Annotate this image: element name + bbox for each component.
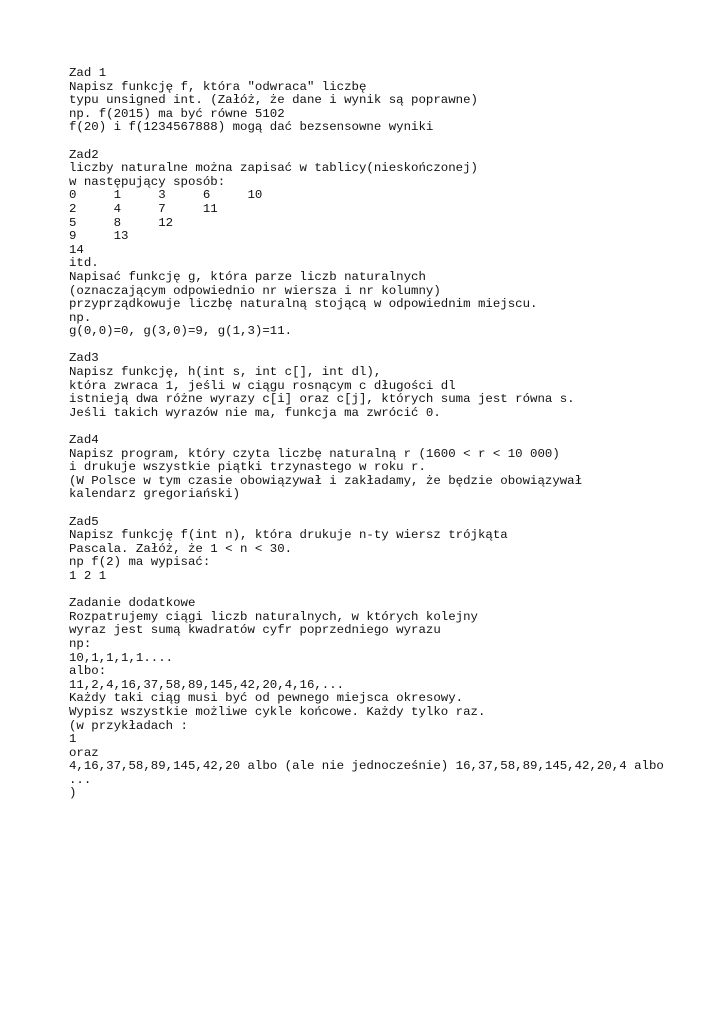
text-line: Napisać funkcję g, która parze liczb naturalnych	[69, 269, 426, 284]
text-line: Napisz funkcję f(int n), która drukuje n-ty wiersz trójkąta	[69, 528, 508, 543]
text-line: liczby naturalne można zapisać w tablicy(nieskończonej)	[69, 161, 478, 176]
text-line: istnieją dwa różne wyrazy c[i] oraz c[j], których suma jest równa s.	[69, 392, 575, 407]
text-line: Jeśli takich wyrazów nie ma, funkcja ma zwrócić 0.	[69, 405, 441, 420]
table-row: 9 13	[69, 229, 129, 244]
text-line: kalendarz gregoriański)	[69, 487, 241, 502]
blank-line	[69, 339, 719, 353]
text-line: Pascala. Załóż, że 1 < n < 30.	[69, 541, 293, 556]
text-line: 1 2 1	[69, 568, 107, 583]
text-line: przyprządkowuje liczbę naturalną stojącą w odpowiednim miejscu.	[69, 297, 538, 312]
text-line: która zwraca 1, jeśli w ciągu rosnącym c długości dl	[69, 378, 456, 393]
text-line: albo:	[69, 664, 107, 679]
text-line: Napisz program, który czyta liczbę naturalną r (1600 < r < 10 000)	[69, 446, 560, 461]
text-line: Napisz funkcję, h(int s, int c[], int dl),	[69, 365, 382, 380]
text-line: 4,16,37,58,89,145,42,20 albo (ale nie jednocześnie) 16,37,58,89,145,42,20,4 albo	[69, 759, 664, 774]
text-line: Zad2	[69, 147, 99, 162]
text-line: 11,2,4,16,37,58,89,145,42,20,4,16,...	[69, 677, 345, 692]
blank-line	[69, 584, 719, 598]
text-line: w następujący sposób:	[69, 174, 226, 189]
text-line: Napisz funkcję f, która "odwraca" liczbę	[69, 79, 367, 94]
text-line: itd.	[69, 256, 99, 271]
blank-line	[69, 420, 719, 434]
table-row: 5 8 12	[69, 215, 174, 230]
text-line: 1	[69, 732, 77, 747]
document-page	[69, 67, 719, 801]
text-line: (w przykładach :	[69, 718, 188, 733]
text-line: (oznaczającym odpowiednio nr wiersza i nr kolumny)	[69, 283, 441, 298]
text-line: Wypisz wszystkie możliwe cykle końcowe. Każdy tylko raz.	[69, 704, 486, 719]
text-line: np. f(2015) ma być równe 5102	[69, 106, 285, 121]
text-line: Każdy taki ciąg musi być od pewnego miejsca okresowy.	[69, 691, 464, 706]
text-line: ...	[69, 772, 92, 787]
text-line: Rozpatrujemy ciągi liczb naturalnych, w których kolejny	[69, 609, 478, 624]
text-line: np.	[69, 310, 92, 325]
text-line: np f(2) ma wypisać:	[69, 555, 211, 570]
blank-line	[69, 502, 719, 516]
text-line: i drukuje wszystkie piątki trzynastego w roku r.	[69, 460, 426, 475]
table-row: 0 1 3 6 10	[69, 188, 263, 203]
text-line: (W Polsce w tym czasie obowiązywał i zakładamy, że będzie obowiązywał	[69, 473, 583, 488]
text-line: typu unsigned int. (Załóż, że dane i wynik są poprawne)	[69, 93, 478, 108]
blank-line	[69, 135, 719, 149]
text-line: )	[69, 786, 77, 801]
text-line: np:	[69, 636, 92, 651]
table-row: 2 4 7 11	[69, 201, 218, 216]
text-line: Zad 1	[69, 66, 107, 80]
text-line: Zad3	[69, 351, 99, 366]
table-row: 14	[69, 242, 84, 257]
text-line: Zad5	[69, 514, 99, 529]
text-line: Zad4	[69, 433, 99, 448]
text-line: 10,1,1,1,1....	[69, 650, 174, 665]
text-line: wyraz jest sumą kwadratów cyfr poprzedniego wyrazu	[69, 623, 441, 638]
text-line: oraz	[69, 745, 99, 760]
text-line: f(20) i f(1234567888) mogą dać bezsensowne wyniki	[69, 120, 434, 135]
text-line: Zadanie dodatkowe	[69, 596, 196, 611]
text-line: g(0,0)=0, g(3,0)=9, g(1,3)=11.	[69, 324, 293, 339]
